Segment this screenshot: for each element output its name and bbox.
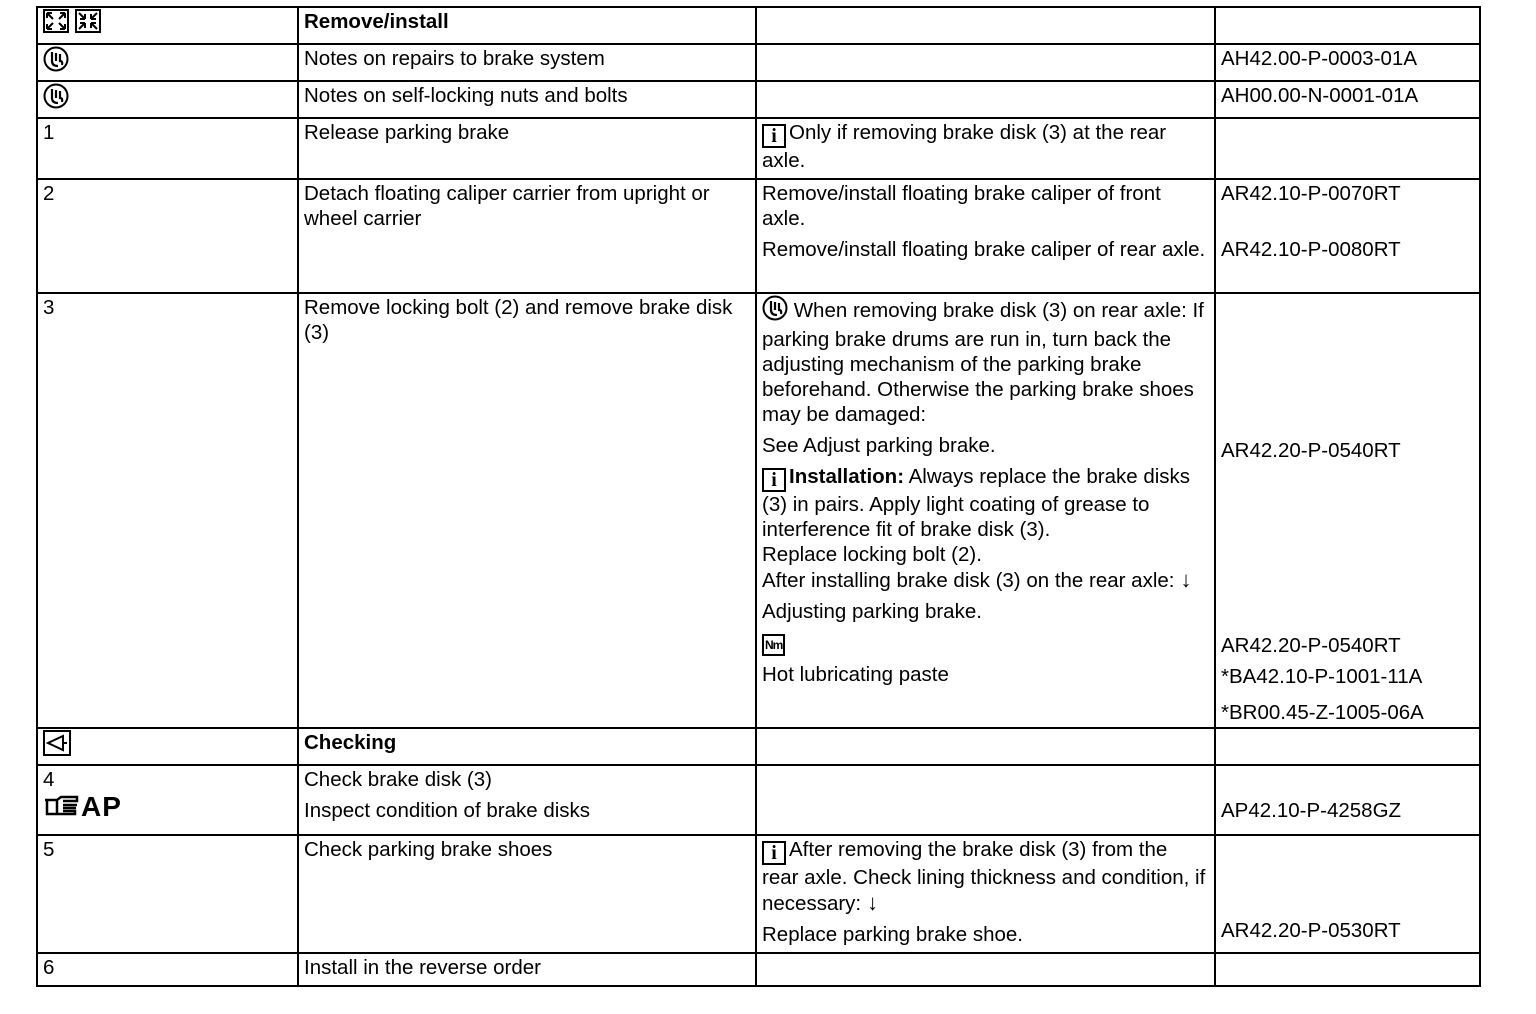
reference-link[interactable]: *BA42.10-P-1001-11A	[1221, 665, 1423, 688]
step-cell	[37, 81, 298, 118]
table-row	[37, 7, 1480, 44]
note-text: Remove/install floating brake caliper of rear axle.	[762, 238, 1206, 261]
step-number: 5	[37, 835, 298, 953]
note-text: Only if removing brake disk (3) at the rear axle.	[762, 121, 1167, 172]
step-cell	[37, 7, 298, 44]
attention-icon	[762, 295, 788, 327]
section-title: Checking	[298, 728, 756, 765]
attention-icon	[43, 46, 69, 78]
torque-icon: Nm	[762, 634, 785, 656]
reference-link[interactable]: *BR00.45-Z-1005-06A	[1221, 701, 1424, 724]
action-cell	[298, 765, 756, 835]
check-icon	[43, 730, 71, 762]
note-text: Remove/install floating brake caliper of front axle.	[762, 182, 1161, 230]
note-text: Replace locking bolt (2).	[762, 543, 982, 566]
note-cell	[756, 728, 1215, 765]
action-text: Notes on repairs to brake system	[298, 44, 756, 81]
info-icon: i	[762, 124, 786, 148]
note-text: See Adjust parking brake.	[762, 434, 996, 457]
arrow-down-icon: ↓	[1180, 567, 1192, 592]
table-row	[37, 953, 1480, 986]
action-text: Remove locking bolt (2) and remove brake disk (3)	[298, 293, 756, 728]
action-text: Release parking brake	[298, 118, 756, 179]
reference-link[interactable]: AP42.10-P-4258GZ	[1221, 799, 1402, 822]
installation-label: Installation:	[789, 465, 905, 488]
attention-icon	[43, 83, 69, 115]
action-text: Inspect condition of brake disks	[304, 799, 591, 822]
reference-link[interactable]: AH42.00-P-0003-01A	[1215, 44, 1480, 81]
note-cell	[756, 81, 1215, 118]
note-text: When removing brake disk (3) on rear axle: If parking brake drums are run in, turn back the adjusting mechanism of the parking brake beforehand. Otherwise the parking brake shoes may be damaged:	[762, 299, 1204, 426]
note-cell	[756, 118, 1215, 179]
reference-link[interactable]: AR42.20-P-0540RT	[1221, 634, 1401, 657]
table-row	[37, 765, 1480, 835]
step-number: 6	[37, 953, 298, 986]
note-cell	[756, 44, 1215, 81]
table-row	[37, 118, 1480, 179]
pointing-hand-icon	[43, 794, 81, 824]
step-number: 4	[43, 768, 55, 791]
step-number: 2	[37, 179, 298, 293]
reference-link[interactable]: AR42.10-P-0080RT	[1221, 238, 1401, 261]
reference-link[interactable]: AR42.20-P-0530RT	[1221, 919, 1401, 942]
section-title: Remove/install	[298, 7, 756, 44]
note-cell	[756, 7, 1215, 44]
table-row	[37, 835, 1480, 953]
note-text: After installing brake disk (3) on the rear axle:	[762, 569, 1175, 592]
action-text: Check brake disk (3)	[304, 768, 492, 791]
info-icon: i	[762, 468, 786, 492]
action-text: Detach floating caliper carrier from upright or wheel carrier	[298, 179, 756, 293]
info-icon: i	[762, 841, 786, 865]
note-cell	[756, 293, 1215, 728]
step-cell	[37, 728, 298, 765]
ref-cell	[1215, 728, 1480, 765]
reference-link[interactable]: AH00.00-N-0001-01A	[1215, 81, 1480, 118]
ref-cell	[1215, 765, 1480, 835]
table-row	[37, 81, 1480, 118]
action-text: Install in the reverse order	[298, 953, 756, 986]
ap-label: AP	[81, 791, 122, 822]
procedure-table	[36, 6, 1481, 987]
reference-link[interactable]: AR42.10-P-0070RT	[1221, 182, 1401, 205]
action-text: Notes on self-locking nuts and bolts	[298, 81, 756, 118]
action-text: Check parking brake shoes	[298, 835, 756, 953]
expand-icon	[43, 9, 69, 39]
step-number: 1	[37, 118, 298, 179]
note-text: Always replace the brake disks (3) in pairs. Apply light coating of grease to interference fit of brake disk (3).	[762, 465, 1191, 541]
table-row	[37, 179, 1480, 293]
note-cell	[756, 835, 1215, 953]
ref-cell	[1215, 953, 1480, 986]
ref-cell	[1215, 179, 1480, 293]
note-cell	[756, 179, 1215, 293]
ref-cell	[1215, 118, 1480, 179]
table-row	[37, 44, 1480, 81]
ref-cell	[1215, 293, 1480, 728]
note-text: After removing the brake disk (3) from the rear axle. Check lining thickness and condition, if necessary:	[762, 838, 1206, 915]
note-text: Hot lubricating paste	[762, 663, 949, 686]
table-row	[37, 293, 1480, 728]
ref-cell	[1215, 7, 1480, 44]
note-cell	[756, 953, 1215, 986]
step-number: 3	[37, 293, 298, 728]
collapse-icon	[75, 9, 101, 39]
note-text: Adjusting parking brake.	[762, 600, 982, 623]
table-row	[37, 728, 1480, 765]
reference-link[interactable]: AR42.20-P-0540RT	[1221, 439, 1401, 462]
ref-cell	[1215, 835, 1480, 953]
arrow-down-icon: ↓	[867, 890, 879, 915]
step-cell	[37, 44, 298, 81]
note-cell	[756, 765, 1215, 835]
note-text: Replace parking brake shoe.	[762, 923, 1023, 946]
step-cell	[37, 765, 298, 835]
